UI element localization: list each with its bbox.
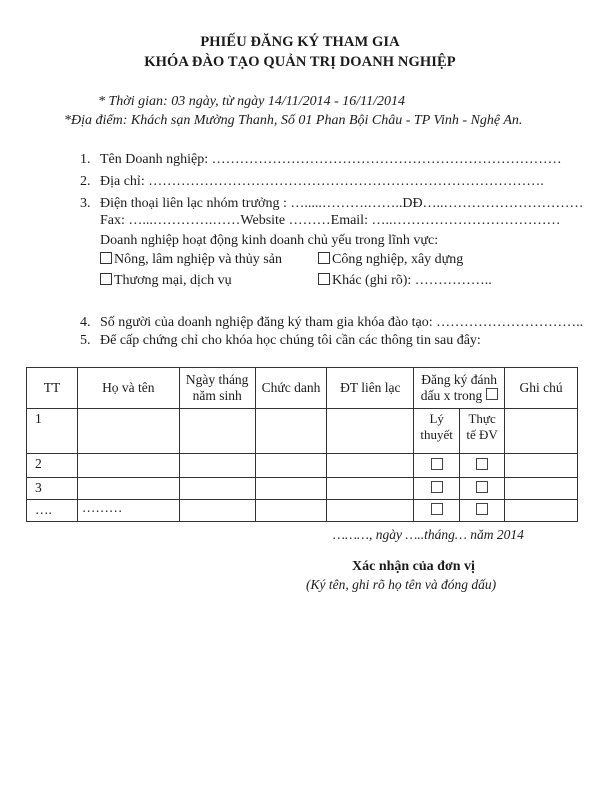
row-number: 2 (27, 454, 78, 478)
table-row (27, 454, 578, 478)
cell-practice[interactable] (460, 478, 505, 500)
field-fax-website-email[interactable]: Fax: …...………….……Website ………Email: …..……………………………… (100, 213, 561, 228)
cell-dob[interactable] (179, 500, 255, 522)
cell-dob[interactable] (179, 409, 255, 454)
address-label: Địa chỉ: …………………………………………………………………………. (100, 174, 544, 189)
cell-position[interactable] (255, 478, 327, 500)
option-label: Nông, lâm nghiệp và thủy sản (114, 252, 282, 267)
option-label: Thương mại, dịch vụ (114, 273, 232, 288)
field-participant-count[interactable] (80, 315, 583, 331)
option-label: Công nghiệp, xây dựng (332, 252, 464, 267)
cell-phone[interactable] (327, 478, 414, 500)
course-time: * Thời gian: 03 ngày, từ ngày 14/11/2014 - 16/11/2014 (98, 94, 406, 109)
certificate-info-intro (80, 333, 481, 349)
checkbox-icon[interactable] (476, 481, 488, 493)
phone-label: Điện thoại liên lạc nhóm trưởng : ….....……….……..DĐ…..………………………… (100, 196, 584, 211)
cell-note[interactable] (505, 409, 578, 454)
form-title: PHIẾU ĐĂNG KÝ THAM GIA (200, 34, 400, 50)
header-position: Chức danh (255, 368, 327, 409)
header-phone: ĐT liên lạc (327, 368, 414, 409)
course-location: *Địa điểm: Khách sạn Mường Thanh, Số 01 Phan Bội Châu - TP Vinh - Nghệ An. (64, 113, 523, 128)
practice-line1: Thực (468, 411, 496, 426)
field-company-name[interactable] (80, 152, 562, 168)
theory-line1: Lý (429, 411, 444, 426)
cell-phone[interactable] (327, 454, 414, 478)
field-phone[interactable] (80, 196, 584, 212)
cell-theory[interactable] (414, 478, 460, 500)
cell-name[interactable]: ……… (77, 500, 179, 522)
header-name: Họ và tên (77, 368, 179, 409)
header-note: Ghi chú (505, 368, 578, 409)
option-other[interactable] (318, 273, 492, 289)
cell-practice[interactable] (460, 500, 505, 522)
table-row (27, 500, 578, 522)
cell-practice-header (460, 409, 505, 454)
option-trade[interactable] (100, 273, 232, 289)
cell-name[interactable] (77, 478, 179, 500)
option-industry[interactable] (318, 252, 463, 268)
cell-position[interactable] (255, 500, 327, 522)
cell-theory[interactable] (414, 500, 460, 522)
practice-line2: tế ĐV (466, 427, 498, 442)
cell-note[interactable] (505, 454, 578, 478)
form-subtitle: KHÓA ĐÀO TẠO QUẢN TRỊ DOANH NGHIỆP (144, 54, 456, 70)
table-row (27, 409, 578, 454)
item-number: 3. (80, 196, 91, 211)
unit-confirmation: Xác nhận của đơn vị (352, 559, 475, 574)
item-number: 4. (80, 315, 91, 330)
header-register-line1: Đăng ký đánh (421, 372, 498, 387)
item-number: 2. (80, 174, 91, 189)
field-address[interactable] (80, 174, 544, 190)
header-tt: TT (27, 368, 78, 409)
cell-note[interactable] (505, 500, 578, 522)
row-number: 1 (27, 409, 78, 454)
checkbox-icon[interactable] (431, 481, 443, 493)
business-field-intro: Doanh nghiệp hoạt động kinh doanh chủ yếu trong lĩnh vực: (100, 233, 439, 248)
row-number: …. (27, 500, 78, 522)
option-agriculture[interactable] (100, 252, 282, 268)
cell-theory-header (414, 409, 460, 454)
checkbox-icon[interactable] (476, 503, 488, 515)
item-number: 1. (80, 152, 91, 167)
cell-position[interactable] (255, 454, 327, 478)
company-name-label: Tên Doanh nghiệp: ………………………………………………………………… (100, 152, 562, 167)
certificate-info-label: Để cấp chứng chỉ cho khóa học chúng tôi cần các thông tin sau đây: (100, 333, 481, 348)
theory-line2: thuyết (420, 427, 453, 442)
checkbox-icon[interactable] (431, 458, 443, 470)
header-register-line2: dấu x trong (420, 388, 483, 403)
cell-name[interactable] (77, 409, 179, 454)
cell-phone[interactable] (327, 500, 414, 522)
cell-note[interactable] (505, 478, 578, 500)
checkbox-icon[interactable] (100, 252, 112, 264)
participant-count-label: Số người của doanh nghiệp đăng ký tham gia khóa đào tạo: ………………………….. (100, 315, 584, 330)
cell-dob[interactable] (179, 478, 255, 500)
item-number: 5. (80, 333, 91, 348)
cell-theory[interactable] (414, 454, 460, 478)
checkbox-icon[interactable] (318, 252, 330, 264)
header-dob (179, 368, 255, 409)
checkbox-icon (486, 388, 498, 400)
option-label: Khác (ghi rõ): …………….. (332, 273, 492, 288)
cell-dob[interactable] (179, 454, 255, 478)
checkbox-icon[interactable] (476, 458, 488, 470)
cell-position[interactable] (255, 409, 327, 454)
table-header-row (27, 368, 578, 409)
table-row (27, 478, 578, 500)
checkbox-icon[interactable] (100, 273, 112, 285)
cell-phone[interactable] (327, 409, 414, 454)
header-register (414, 368, 505, 409)
checkbox-icon[interactable] (431, 503, 443, 515)
signature-instruction: (Ký tên, ghi rõ họ tên và đóng dấu) (306, 577, 497, 592)
sign-date[interactable]: ………, ngày …..tháng… năm 2014 (333, 527, 524, 542)
header-dob-line1: Ngày tháng (185, 372, 249, 387)
participant-table (26, 367, 578, 522)
cell-name[interactable] (77, 454, 179, 478)
cell-practice[interactable] (460, 454, 505, 478)
header-dob-line2: năm sinh (192, 388, 242, 403)
checkbox-icon[interactable] (318, 273, 330, 285)
row-number: 3 (27, 478, 78, 500)
